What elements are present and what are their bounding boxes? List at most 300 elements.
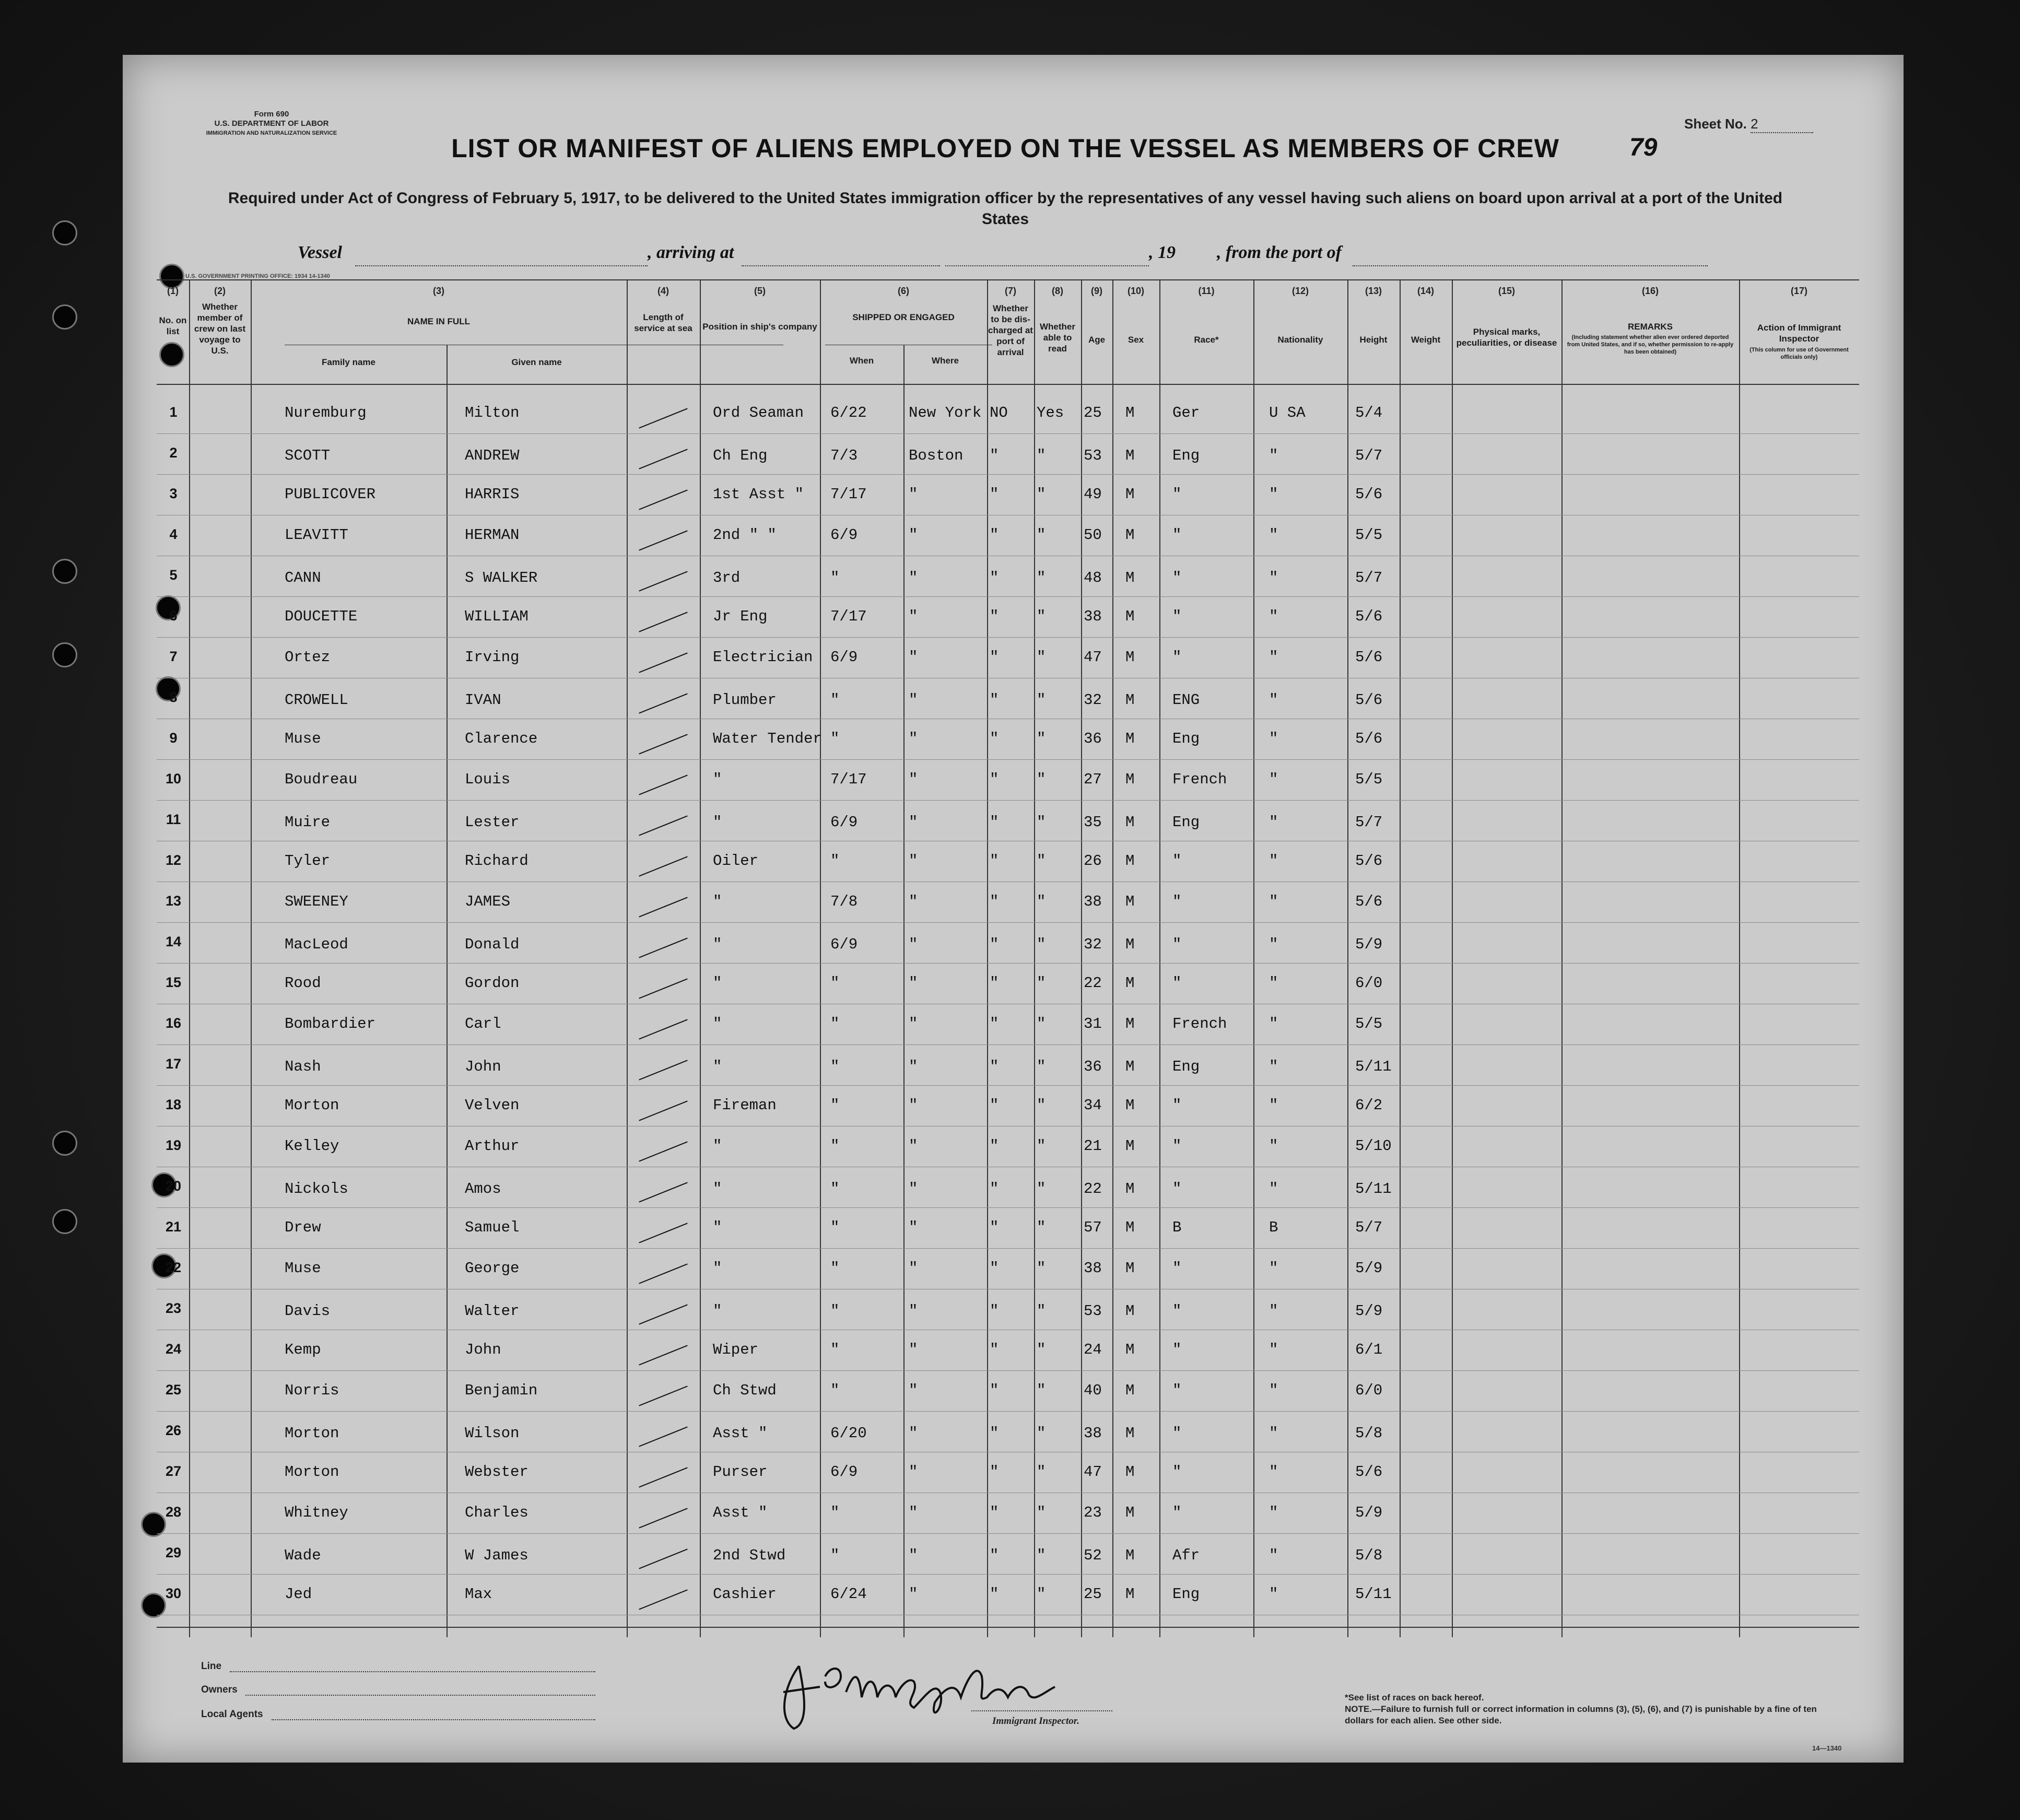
table-row-rule <box>157 474 1859 475</box>
cell-sex: M <box>1125 730 1135 747</box>
service-tick-mark <box>639 1141 687 1161</box>
cell-position: 1st Asst " <box>713 486 804 503</box>
cell-height: 6/1 <box>1355 1341 1383 1358</box>
cell-age: 38 <box>1084 893 1102 910</box>
cell-race: " <box>1172 1097 1182 1114</box>
cell-height: 5/9 <box>1355 1302 1383 1320</box>
cell-height: 5/7 <box>1355 1219 1383 1236</box>
cell-position: Purser <box>713 1463 768 1481</box>
cell-family-name: Tyler <box>285 852 331 870</box>
cell-age: 25 <box>1084 1586 1102 1603</box>
cell-height: 5/6 <box>1355 852 1383 870</box>
cell-discharged: " <box>990 1302 999 1320</box>
col-num: (8) <box>1052 286 1063 296</box>
cell-race: Eng <box>1172 814 1200 831</box>
table-row-rule <box>157 1574 1859 1575</box>
cell-given-name: HERMAN <box>465 526 520 544</box>
cell-age: 22 <box>1084 1180 1102 1197</box>
service-tick-mark <box>639 571 687 591</box>
cell-sex: M <box>1125 649 1135 666</box>
cell-sex: M <box>1125 1137 1135 1155</box>
cell-family-name: Nickols <box>285 1180 348 1197</box>
cell-able-to-read: " <box>1037 526 1046 544</box>
cell-age: 32 <box>1084 936 1102 953</box>
cell-shipped-when: " <box>830 1504 840 1521</box>
col-num: (17) <box>1790 286 1807 296</box>
cell-height: 5/9 <box>1355 936 1383 953</box>
row-number: 29 <box>165 1545 182 1560</box>
cell-discharged: " <box>990 1058 999 1075</box>
cell-shipped-when: " <box>830 1219 840 1236</box>
cell-able-to-read: " <box>1037 1463 1046 1481</box>
cell-family-name: Rood <box>285 974 321 992</box>
cell-discharged: " <box>990 814 999 831</box>
row-number: 30 <box>165 1586 182 1601</box>
col-num: (12) <box>1291 286 1309 296</box>
row-number: 22 <box>165 1260 182 1275</box>
row-number: 7 <box>169 649 178 664</box>
table-row-rule <box>157 596 1859 597</box>
cell-height: 6/0 <box>1355 974 1383 992</box>
cell-height: 5/6 <box>1355 730 1383 747</box>
cell-age: 27 <box>1084 771 1102 788</box>
cell-family-name: Bombardier <box>285 1015 376 1032</box>
col-head-read: Whether able to read <box>1040 322 1075 354</box>
cell-family-name: Morton <box>285 1097 339 1114</box>
crew-manifest-table <box>157 279 1859 1637</box>
cell-sex: M <box>1125 486 1135 503</box>
cell-discharged: " <box>990 569 999 586</box>
col-divider <box>1081 279 1082 1637</box>
cell-race: " <box>1172 608 1182 625</box>
cell-age: 35 <box>1084 814 1102 831</box>
cell-able-to-read: " <box>1037 771 1046 788</box>
cell-position: " <box>713 1180 722 1197</box>
cell-sex: M <box>1125 1180 1135 1197</box>
cell-height: 5/6 <box>1355 691 1383 709</box>
col-head-remarks-note: (Including statement whether alien ever ordered deported from United States, and if so, whether permission to re-apply has been obtained) <box>1567 334 1734 355</box>
cell-able-to-read: " <box>1037 649 1046 666</box>
cell-shipped-when: " <box>830 1341 840 1358</box>
cell-family-name: LEAVITT <box>285 526 348 544</box>
cell-discharged: " <box>990 691 999 709</box>
row-number: 21 <box>165 1219 182 1235</box>
cell-race: Ger <box>1172 404 1200 421</box>
cell-nationality: " <box>1269 691 1278 709</box>
cell-shipped-when: " <box>830 1015 840 1032</box>
cell-shipped-where: " <box>909 974 918 992</box>
cell-height: 5/11 <box>1355 1058 1392 1075</box>
service-tick-mark <box>639 1060 687 1080</box>
cell-given-name: Amos <box>465 1180 501 1197</box>
cell-sex: M <box>1125 1382 1135 1399</box>
cell-age: 36 <box>1084 730 1102 747</box>
cell-shipped-where: " <box>909 1382 918 1399</box>
col-head-remarks: REMARKS <box>1628 322 1673 332</box>
row-number: 6 <box>169 608 178 624</box>
table-row-rule <box>157 1085 1859 1086</box>
col-head-action-note: (This column for use of Government officials only) <box>1749 347 1849 360</box>
cell-discharged: " <box>990 1219 999 1236</box>
service-tick-mark <box>639 1100 687 1121</box>
row-number: 19 <box>165 1137 182 1153</box>
col-num: (1) <box>167 286 179 296</box>
cell-height: 5/4 <box>1355 404 1383 421</box>
cell-family-name: Morton <box>285 1463 339 1481</box>
cell-shipped-where: " <box>909 1302 918 1320</box>
service-tick-mark <box>639 1182 687 1202</box>
cell-discharged: " <box>990 852 999 870</box>
cell-height: 5/11 <box>1355 1180 1392 1197</box>
col-head-discharged: Whether to be dis-charged at port of arrival <box>988 303 1033 357</box>
cell-able-to-read: " <box>1037 608 1046 625</box>
service-name: IMMIGRATION AND NATURALIZATION SERVICE <box>206 130 337 136</box>
cell-shipped-when: 6/9 <box>830 1463 858 1481</box>
col-num: (3) <box>433 286 444 296</box>
cell-race: " <box>1172 526 1182 544</box>
cell-shipped-where: " <box>909 1586 918 1603</box>
cell-discharged: " <box>990 1097 999 1114</box>
cell-nationality: B <box>1269 1219 1278 1236</box>
cell-age: 26 <box>1084 852 1102 870</box>
row-number: 2 <box>169 445 178 461</box>
cell-able-to-read: " <box>1037 974 1046 992</box>
vessel-field <box>355 265 648 266</box>
col-divider <box>700 279 701 1637</box>
col-num: (4) <box>657 286 669 296</box>
cell-race: " <box>1172 1341 1182 1358</box>
cell-sex: M <box>1125 852 1135 870</box>
cell-given-name: Milton <box>465 404 520 421</box>
cell-discharged: " <box>990 1425 999 1442</box>
cell-nationality: " <box>1269 730 1278 747</box>
service-tick-mark <box>639 489 687 510</box>
col-divider <box>1739 279 1740 1637</box>
col-head-race: Race* <box>1194 335 1219 345</box>
cell-nationality: " <box>1269 569 1278 586</box>
cell-discharged: " <box>990 936 999 953</box>
cell-discharged: " <box>990 1504 999 1521</box>
cell-shipped-where: " <box>909 730 918 747</box>
row-number: 23 <box>165 1300 182 1316</box>
cell-discharged: " <box>990 1180 999 1197</box>
cell-age: 40 <box>1084 1382 1102 1399</box>
table-row-rule <box>157 1370 1859 1371</box>
cell-nationality: " <box>1269 1382 1278 1399</box>
cell-family-name: MacLeod <box>285 936 348 953</box>
cell-height: 5/6 <box>1355 893 1383 910</box>
cell-age: 25 <box>1084 404 1102 421</box>
cell-shipped-where: " <box>909 1547 918 1564</box>
service-tick-mark <box>639 978 687 999</box>
cell-shipped-when: 7/17 <box>830 608 867 625</box>
document-subtitle: Required under Act of Congress of February 5, 1917, to be delivered to the United States immigration officer by the representatives of any vessel having such aliens on board upon arrival at a port of the United States <box>228 190 1783 228</box>
service-tick-mark <box>639 693 687 713</box>
cell-position: 2nd Stwd <box>713 1547 786 1564</box>
cell-race: " <box>1172 1463 1182 1481</box>
cell-sex: M <box>1125 1504 1135 1521</box>
table-row-rule <box>157 1248 1859 1249</box>
cell-shipped-when: " <box>830 1058 840 1075</box>
cell-shipped-where: " <box>909 852 918 870</box>
cell-nationality: " <box>1269 1137 1278 1155</box>
cell-shipped-where: " <box>909 1341 918 1358</box>
service-tick-mark <box>639 1223 687 1243</box>
cell-able-to-read: " <box>1037 1341 1046 1358</box>
cell-discharged: " <box>990 974 999 992</box>
col-num: (11) <box>1198 286 1215 296</box>
cell-able-to-read: " <box>1037 1260 1046 1277</box>
col-num: (16) <box>1641 286 1659 296</box>
cell-family-name: Jed <box>285 1586 312 1603</box>
cell-given-name: W James <box>465 1547 529 1564</box>
row-number: 9 <box>169 730 178 746</box>
cell-given-name: Louis <box>465 771 511 788</box>
cell-discharged: " <box>990 447 999 464</box>
row-number: 3 <box>169 486 178 501</box>
cell-sex: M <box>1125 1058 1135 1075</box>
cell-race: Eng <box>1172 447 1200 464</box>
row-number: 25 <box>165 1382 182 1398</box>
cell-age: 34 <box>1084 1097 1102 1114</box>
cell-shipped-where: " <box>909 1097 918 1114</box>
cell-age: 48 <box>1084 569 1102 586</box>
cell-shipped-where: " <box>909 1219 918 1236</box>
col-head-family: Family name <box>322 357 375 367</box>
cell-age: 38 <box>1084 1425 1102 1442</box>
table-row-rule <box>157 1533 1859 1534</box>
col-head-sex: Sex <box>1128 335 1144 345</box>
cell-given-name: John <box>465 1341 501 1358</box>
cell-height: 5/7 <box>1355 814 1383 831</box>
line-label: Line <box>201 1661 222 1672</box>
binder-hole <box>52 220 77 245</box>
cell-height: 5/9 <box>1355 1260 1383 1277</box>
col-head-height: Height <box>1359 335 1388 345</box>
cell-shipped-when: 7/8 <box>830 893 858 910</box>
cell-given-name: Samuel <box>465 1219 520 1236</box>
cell-discharged: " <box>990 893 999 910</box>
cell-shipped-where: " <box>909 526 918 544</box>
cell-given-name: Charles <box>465 1504 529 1521</box>
cell-given-name: Clarence <box>465 730 538 747</box>
port-label: , from the port of <box>1217 243 1342 262</box>
cell-sex: M <box>1125 893 1135 910</box>
service-tick-mark <box>639 1019 687 1039</box>
cell-race: ENG <box>1172 691 1200 709</box>
cell-given-name: Webster <box>465 1463 529 1481</box>
cell-able-to-read: " <box>1037 447 1046 464</box>
col-num: (15) <box>1498 286 1515 296</box>
cell-race: B <box>1172 1219 1182 1236</box>
cell-race: " <box>1172 936 1182 953</box>
cell-nationality: U SA <box>1269 404 1306 421</box>
cell-position: " <box>713 1260 722 1277</box>
cell-nationality: " <box>1269 1302 1278 1320</box>
cell-sex: M <box>1125 608 1135 625</box>
cell-shipped-when: " <box>830 1302 840 1320</box>
col-head-service: Length of service at sea <box>634 312 692 333</box>
vessel-label: Vessel <box>298 243 342 262</box>
cell-position: " <box>713 1015 722 1032</box>
cell-sex: M <box>1125 936 1135 953</box>
cell-able-to-read: " <box>1037 1425 1046 1442</box>
cell-race: " <box>1172 974 1182 992</box>
service-tick-mark <box>639 1508 687 1528</box>
cell-given-name: Max <box>465 1586 492 1603</box>
cell-nationality: " <box>1269 1341 1278 1358</box>
cell-age: 47 <box>1084 1463 1102 1481</box>
cell-age: 23 <box>1084 1504 1102 1521</box>
cell-shipped-when: " <box>830 1180 840 1197</box>
cell-position: Water Tender <box>713 730 822 747</box>
col-divider <box>987 279 988 1637</box>
cell-family-name: Davis <box>285 1302 331 1320</box>
cell-shipped-where: " <box>909 1058 918 1075</box>
cell-position: Fireman <box>713 1097 777 1114</box>
cell-age: 57 <box>1084 1219 1102 1236</box>
binder-hole <box>52 642 77 667</box>
cell-shipped-when: " <box>830 1137 840 1155</box>
service-tick-mark <box>639 1263 687 1284</box>
cell-position: 2nd " " <box>713 526 777 544</box>
service-tick-mark <box>639 1385 687 1406</box>
service-tick-mark <box>639 856 687 876</box>
binder-hole <box>52 1131 77 1156</box>
cell-discharged: " <box>990 1341 999 1358</box>
row-number: 5 <box>169 567 178 583</box>
cell-shipped-when: 7/17 <box>830 486 867 503</box>
col-divider <box>903 345 905 1637</box>
cell-shipped-where: " <box>909 486 918 503</box>
row-number: 26 <box>165 1423 182 1438</box>
footnote-penalty: NOTE.—Failure to furnish full or correct information in columns (3), (5), (6), and (7) is punishable by a fine of ten dollars for each alien. See other side. <box>1345 1704 1817 1725</box>
service-tick-mark <box>639 774 687 795</box>
cell-nationality: " <box>1269 1015 1278 1032</box>
cell-able-to-read: " <box>1037 1504 1046 1521</box>
cell-shipped-where: " <box>909 936 918 953</box>
cell-race: " <box>1172 1382 1182 1399</box>
cell-position: Ch Stwd <box>713 1382 777 1399</box>
cell-given-name: Velven <box>465 1097 520 1114</box>
cell-given-name: Richard <box>465 852 529 870</box>
col-num: (9) <box>1091 286 1102 296</box>
col-head-nationality: Nationality <box>1277 335 1323 345</box>
cell-family-name: Muse <box>285 1260 321 1277</box>
cell-height: 5/5 <box>1355 1015 1383 1032</box>
cell-family-name: Nuremburg <box>285 404 367 421</box>
sheet-number-label: Sheet No. <box>1684 116 1747 132</box>
col-divider <box>1159 279 1160 1637</box>
cell-age: 50 <box>1084 526 1102 544</box>
cell-able-to-read: " <box>1037 852 1046 870</box>
cell-discharged: " <box>990 486 999 503</box>
binder-hole <box>52 304 77 330</box>
row-number: 4 <box>169 526 178 542</box>
cell-able-to-read: " <box>1037 730 1046 747</box>
cell-sex: M <box>1125 404 1135 421</box>
cell-position: Asst " <box>713 1425 768 1442</box>
cell-nationality: " <box>1269 974 1278 992</box>
cell-nationality: " <box>1269 486 1278 503</box>
col-num: (10) <box>1127 286 1144 296</box>
cell-shipped-where: " <box>909 1463 918 1481</box>
cell-shipped-when: " <box>830 1097 840 1114</box>
cell-shipped-where: Boston <box>909 447 964 464</box>
cell-position: Wiper <box>713 1341 759 1358</box>
cell-family-name: Boudreau <box>285 771 358 788</box>
cell-nationality: " <box>1269 1586 1278 1603</box>
row-number: 13 <box>165 893 182 909</box>
cell-nationality: " <box>1269 1260 1278 1277</box>
table-top-rule <box>157 279 1859 280</box>
col-head-weight: Weight <box>1411 335 1441 345</box>
cell-sex: M <box>1125 1219 1135 1236</box>
cell-age: 32 <box>1084 691 1102 709</box>
cell-race: Eng <box>1172 1586 1200 1603</box>
cell-given-name: Arthur <box>465 1137 520 1155</box>
col-divider <box>1452 279 1453 1637</box>
form-code: 14—1340 <box>1812 1744 1842 1752</box>
col-divider <box>627 279 628 1637</box>
cell-shipped-where: " <box>909 569 918 586</box>
service-tick-mark <box>639 815 687 836</box>
cell-sex: M <box>1125 1341 1135 1358</box>
cell-nationality: " <box>1269 1504 1278 1521</box>
cell-sex: M <box>1125 1302 1135 1320</box>
cell-nationality: " <box>1269 447 1278 464</box>
cell-position: Ord Seaman <box>713 404 804 421</box>
cell-able-to-read: " <box>1037 1097 1046 1114</box>
cell-shipped-when: " <box>830 569 840 586</box>
cell-race: " <box>1172 569 1182 586</box>
col-head-name: NAME IN FULL <box>407 316 470 326</box>
cell-nationality: " <box>1269 852 1278 870</box>
col-num: (2) <box>214 286 226 296</box>
cell-race: " <box>1172 1302 1182 1320</box>
row-number: 18 <box>165 1097 182 1112</box>
footnote <box>1345 1692 1846 1727</box>
cell-given-name: WILLIAM <box>465 608 529 625</box>
cell-nationality: " <box>1269 936 1278 953</box>
cell-age: 31 <box>1084 1015 1102 1032</box>
cell-given-name: JAMES <box>465 893 511 910</box>
cell-position: " <box>713 814 722 831</box>
cell-age: 49 <box>1084 486 1102 503</box>
cell-family-name: PUBLICOVER <box>285 486 376 503</box>
col-divider <box>1347 279 1348 1637</box>
date-field <box>945 265 1149 266</box>
cell-discharged: " <box>990 1382 999 1399</box>
cell-age: 36 <box>1084 1058 1102 1075</box>
year-label: , 19 <box>1149 243 1176 262</box>
cell-family-name: Kemp <box>285 1341 321 1358</box>
cell-given-name: Gordon <box>465 974 520 992</box>
printer-line: U.S. GOVERNMENT PRINTING OFFICE: 1934 14-1340 <box>185 273 330 279</box>
row-number: 12 <box>165 852 182 868</box>
cell-race: " <box>1172 852 1182 870</box>
cell-shipped-when: 7/3 <box>830 447 858 464</box>
cell-position: " <box>713 1219 722 1236</box>
cell-shipped-when: " <box>830 1260 840 1277</box>
row-number: 16 <box>165 1015 182 1031</box>
cell-position: " <box>713 1058 722 1075</box>
col-head-physical: Physical marks, peculiarities, or disease <box>1456 327 1557 348</box>
owners-field <box>245 1695 595 1696</box>
cell-shipped-when: " <box>830 974 840 992</box>
form-identifier <box>172 110 371 138</box>
cell-height: 5/5 <box>1355 526 1383 544</box>
